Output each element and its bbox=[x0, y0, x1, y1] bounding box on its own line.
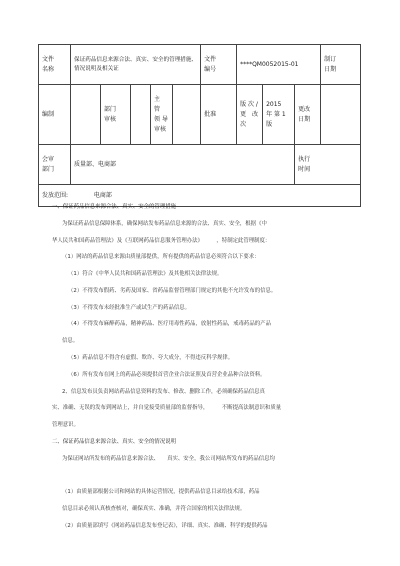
exec-date-label: 执行 时间 bbox=[295, 145, 361, 185]
countersign-label: 会审 部门 bbox=[39, 145, 71, 185]
dept-review-label: 部门 审核 bbox=[101, 85, 131, 145]
countersign-value: 质量部、电商部 bbox=[71, 145, 295, 185]
leader-review-label: 主 管 领 导 审核 bbox=[151, 85, 173, 145]
body-line: （1）符合《中华人民共和国药品管理法》及其他相关法律法规。 bbox=[68, 271, 223, 278]
body-line: 2、信息发布员负责网站药品信息资料的发布、修改、删除工作，必须确保药品信息真 bbox=[62, 388, 265, 395]
body-line: 一、保证药品信息来源合法、真实、安全的管理措施 bbox=[52, 204, 176, 210]
body-line: 华人民共和国药品管理法》及《互联网药品信息服务管理办法》 ，特制定此管理制度： bbox=[52, 237, 271, 244]
body-line: （1）网站的药品信息来源由质量部提供，所有提供的药品信息必须符合以下要求： bbox=[62, 254, 260, 261]
version-value: 2015 年 第 1 版 bbox=[263, 85, 295, 145]
body-line: （6）所有发布在网上的药品必须提供首营企业合法证照及首营企业品种合法资料。 bbox=[68, 371, 266, 378]
file-name-label: 文件 名称 bbox=[39, 45, 71, 85]
body-line bbox=[52, 473, 352, 481]
change-date-value bbox=[321, 85, 361, 145]
body-line: （4）不得发布麻醉药品，精神药品、医疗用毒性药品，放射性药品，戒毒药品的产品 bbox=[68, 321, 271, 328]
document-body bbox=[52, 204, 352, 540]
version-label: 版 次 / 更 改 次 bbox=[237, 85, 263, 145]
body-line: （3）不得发布未经批准生产或试生产的药品信息。 bbox=[68, 304, 191, 311]
compiler-value bbox=[71, 85, 101, 145]
approve-label: 批准 bbox=[201, 85, 237, 145]
distribution-scope: 发放范围: 电商部 bbox=[39, 185, 361, 207]
made-date-label: 制订 日期 bbox=[321, 45, 361, 85]
document-header-table bbox=[38, 44, 361, 207]
body-line: 管理意识。 bbox=[52, 422, 79, 429]
dept-review-value bbox=[131, 85, 151, 145]
body-line: （2）由质量部填写《网站药品信息发布登记表》，详细、真实、准确、科学的提供药品 bbox=[62, 522, 268, 529]
body-line: （1）由质量部根据公司和网站的具体运营情况，提供药品信息目录给技术部，药品 bbox=[62, 489, 260, 496]
leader-review-value bbox=[173, 85, 201, 145]
body-line: （5）药品信息不得含有虚假、欺诈、夸大成分，不得违反科学规律。 bbox=[68, 355, 234, 362]
body-line: 为保证药品信息保障体系，确保网站发布药品信息来源的合法、真实、安全，根据《中 bbox=[62, 220, 267, 227]
compiler-label: 编制 bbox=[39, 85, 71, 145]
change-date-label: 更改 日期 bbox=[295, 85, 321, 145]
body-line: 信息目录必须认真核查核对，确保真实、准确，并符合国家的相关法律法规。 bbox=[62, 506, 246, 513]
body-line: 二、保证药品信息来源合法、真实、安全的情况说明 bbox=[52, 438, 176, 445]
body-line: 实、准确、无误的发布到网站上，并自觉接受质量部的监督指导， 不断提高法制意识和质量 bbox=[52, 405, 282, 412]
file-no-label: 文件 编号 bbox=[201, 45, 237, 85]
file-no-value: ****QM0052015-01 bbox=[237, 45, 321, 85]
file-name-value: 保证药品信息来源合法、真实、安全的管理措施、情况说明及相关证 bbox=[71, 45, 201, 85]
body-line: 信息。 bbox=[62, 338, 79, 345]
body-line: 为保证网站所发布的药品信息来源合法、 真实、安全，我公司网站所发布的药品信息均 bbox=[62, 455, 275, 462]
body-line: （2）不得发布假药、劣药及国家、省药品监督管理部门规定的其他不允许发布的信息。 bbox=[68, 287, 277, 294]
